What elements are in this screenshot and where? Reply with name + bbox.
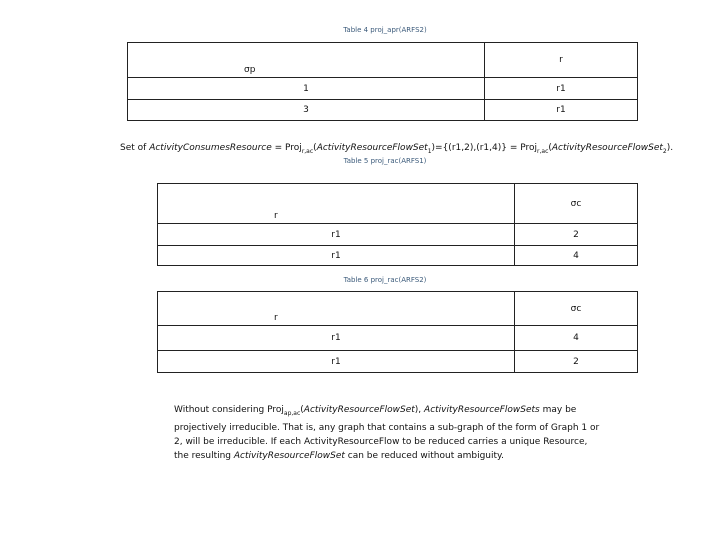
cell: 3 — [128, 100, 485, 121]
cell: r1 — [158, 224, 515, 246]
cell: r1 — [158, 246, 515, 266]
header-r: r — [158, 292, 515, 326]
table5 — [157, 183, 638, 266]
header-r: r — [485, 43, 638, 78]
header-sigma-p: σp — [128, 43, 485, 78]
table4 — [127, 42, 638, 121]
cell: 4 — [515, 326, 638, 351]
cell: r1 — [158, 326, 515, 351]
header-sigma-c: σc — [515, 184, 638, 224]
table6 — [157, 291, 638, 373]
table4-caption: Table 4 proj_apr(ARFS2) — [343, 26, 427, 34]
cell: 4 — [515, 246, 638, 266]
cell: r1 — [485, 78, 638, 100]
cell: 2 — [515, 224, 638, 246]
table6-caption: Table 6 proj_rac(ARFS2) — [343, 276, 427, 284]
header-r: r — [158, 184, 515, 224]
header-sigma-c: σc — [515, 292, 638, 326]
projection-sentence: Set of ActivityConsumesResource = Proj$_{r,ac}$(ActivityResourceFlowSet$_1$)={(r1,2),(r1,4)} = Proj$_{r,ac}$(ActivityResourceFlowSet$_2$). — [120, 143, 674, 155]
body-paragraph: Without considering Proj$_{ap,ac}$(ActivityResourceFlowSet), ActivityResourceFlowSets may be projectively irreducible. That is, any graph that contains a sub-graph of the form of Graph 1 or 2, will be irreducible. If each ActivityResourceFlow to be reduced carries a unique Resource, the resulting ActivityResourceFlowSet can be reduced without ambiguity. — [174, 405, 600, 461]
cell: 2 — [515, 351, 638, 373]
cell: r1 — [158, 351, 515, 373]
cell: 1 — [128, 78, 485, 100]
table5-caption: Table 5 proj_rac(ARFS1) — [343, 157, 427, 165]
cell: r1 — [485, 100, 638, 121]
